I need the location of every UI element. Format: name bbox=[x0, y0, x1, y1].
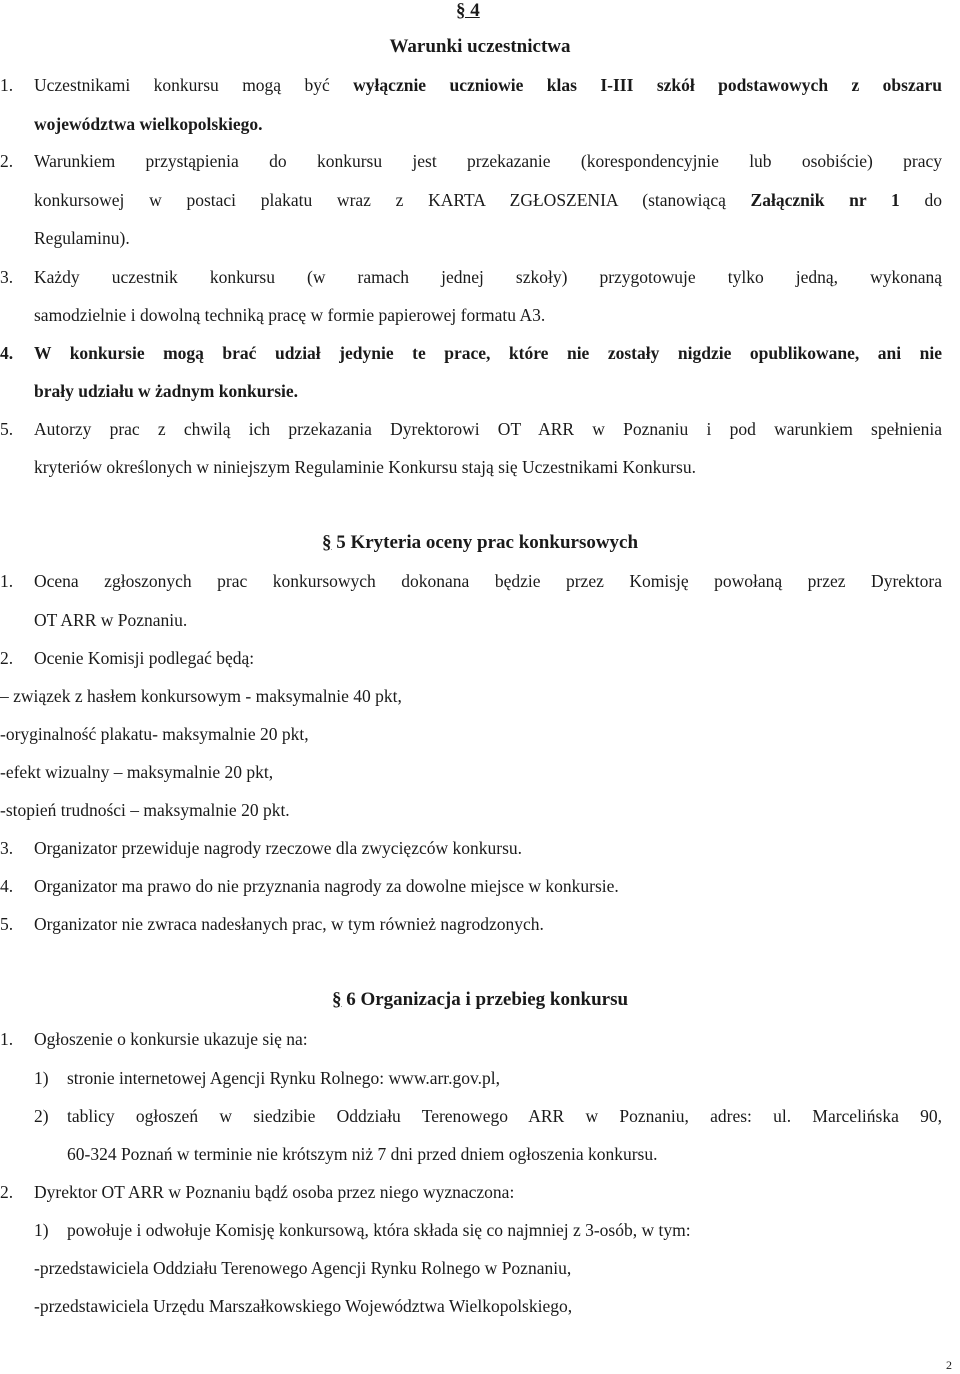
section-6-heading bbox=[0, 989, 960, 1011]
s5-item-1-line-2: OT ARR w Poznaniu. bbox=[34, 610, 188, 630]
text: Autorzy prac z chwilą ich przekazania Dyrektorowi OT ARR w Poznaniu i pod warunkiem spełnienia bbox=[34, 419, 942, 439]
bold-text: Załącznik nr 1 bbox=[750, 190, 900, 210]
item-number: 3. bbox=[0, 267, 14, 287]
s5-criterion-4: -stopień trudności – maksymalnie 20 pkt. bbox=[0, 800, 290, 820]
bold-text: wyłącznie uczniowie klas I-III szkół podstawowych z obszaru bbox=[353, 75, 942, 95]
s4-item-3-line-2: samodzielnie i dowolną techniką pracę w formie papierowej formatu A3. bbox=[34, 305, 546, 325]
section-mark: § bbox=[331, 989, 342, 1010]
item-number: 1. bbox=[0, 571, 14, 591]
s5-criterion-1: – związek z hasłem konkursowym - maksymalnie 40 pkt, bbox=[0, 686, 402, 706]
section-5-heading bbox=[0, 532, 960, 554]
text: do bbox=[899, 190, 942, 210]
subitem-number: 2) bbox=[34, 1106, 49, 1126]
section-4-mark bbox=[456, 0, 480, 22]
text: stronie internetowej Agencji Rynku Rolnego: www.arr.gov.pl, bbox=[67, 1068, 500, 1088]
s5-criterion-2: -oryginalność plakatu- maksymalnie 20 pkt, bbox=[0, 724, 309, 744]
section-title: 6 Organizacja i przebieg konkursu bbox=[346, 989, 629, 1010]
s4-item-2-line-3: Regulaminu). bbox=[34, 228, 130, 248]
page-number: 2 bbox=[946, 1358, 952, 1372]
s5-criterion-3: -efekt wizualny – maksymalnie 20 pkt, bbox=[0, 762, 274, 782]
s6-subitem-2-line-2: 60-324 Poznań w terminie nie krótszym niż 7 dni przed dniem ogłoszenia konkursu. bbox=[67, 1144, 658, 1164]
text: Ogłoszenie o konkursie ukazuje się na: bbox=[34, 1029, 308, 1049]
text: W konkursie mogą brać udział jedynie te prace, które nie zostały nigdzie opublikowane, ani nie bbox=[34, 343, 942, 363]
section-mark: § bbox=[321, 532, 332, 553]
s4-item-1-line-2: województwa wielkopolskiego. bbox=[34, 114, 263, 134]
section-4-title: Warunki uczestnictwa bbox=[389, 36, 571, 57]
item-number: 5. bbox=[0, 419, 14, 439]
s4-item-2-line-2 bbox=[34, 189, 942, 211]
section-title: 5 Kryteria oceny prac konkursowych bbox=[336, 532, 639, 553]
item-number: 4. bbox=[0, 343, 14, 363]
s4-item-5-line-2: kryteriów określonych w niniejszym Regulaminie Konkursu stają się Uczestnikami Konkursu. bbox=[34, 457, 696, 477]
text: powołuje i odwołuje Komisję konkursową, która składa się co najmniej z 3-osób, w tym: bbox=[67, 1220, 691, 1240]
subitem-number: 1) bbox=[34, 1220, 49, 1240]
text: Każdy uczestnik konkursu (w ramach jednej szkoły) przygotowuje tylko jedną, wykonaną bbox=[34, 267, 942, 287]
item-number: 4. bbox=[0, 876, 14, 896]
item-number: 2. bbox=[0, 1182, 14, 1202]
text: Warunkiem przystąpienia do konkursu jest przekazanie (korespondencyjnie lub osobiście) pracy bbox=[34, 151, 942, 171]
item-number: 1. bbox=[0, 75, 14, 95]
text: Organizator ma prawo do nie przyznania nagrody za dowolne miejsce w konkursie. bbox=[34, 876, 619, 896]
s4-item-4-line-2: brały udziału w żadnym konkursie. bbox=[34, 381, 299, 401]
text: Ocena zgłoszonych prac konkursowych dokonana będzie przez Komisję powołaną przez Dyrektora bbox=[34, 571, 942, 591]
text: Organizator nie zwraca nadesłanych prac, w tym również nagrodzonych. bbox=[34, 914, 544, 934]
text: Ocenie Komisji podlegać będą: bbox=[34, 648, 255, 668]
item-number: 1. bbox=[0, 1029, 14, 1049]
text: Organizator przewiduje nagrody rzeczowe dla zwycięzców konkursu. bbox=[34, 838, 523, 858]
text: konkursowej w postaci plakatu wraz z KARTA ZGŁOSZENIA (stanowiącą bbox=[34, 190, 751, 210]
item-number: 2. bbox=[0, 648, 14, 668]
s6-representative-1: -przedstawiciela Oddziału Terenowego Agencji Rynku Rolnego w Poznaniu, bbox=[34, 1258, 572, 1278]
text: tablicy ogłoszeń w siedzibie Oddziału Terenowego ARR w Poznaniu, adres: ul. Marcelińska 90, bbox=[67, 1106, 942, 1126]
item-number: 5. bbox=[0, 914, 14, 934]
item-number: 3. bbox=[0, 838, 14, 858]
item-number: 2. bbox=[0, 151, 14, 171]
s6-representative-2: -przedstawiciela Urzędu Marszałkowskiego Województwa Wielkopolskiego, bbox=[34, 1296, 573, 1316]
section-mark: § 4 bbox=[456, 0, 480, 21]
text: Dyrektor OT ARR w Poznaniu bądź osoba przez niego wyznaczona: bbox=[34, 1182, 515, 1202]
subitem-number: 1) bbox=[34, 1068, 49, 1088]
text: Uczestnikami konkursu mogą być bbox=[34, 75, 354, 95]
